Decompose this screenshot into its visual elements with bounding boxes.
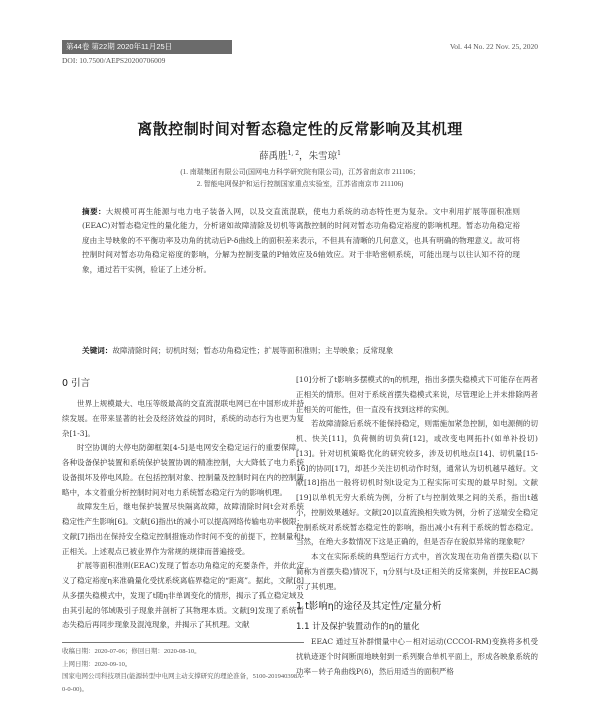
author-affiliation-mark: 1, 2 <box>287 149 300 157</box>
journal-issue-label: 第44卷 第22期 2020年11月25日 <box>66 42 173 51</box>
body-paragraph: 时空协调的大停电防御框架[4-5]是电网安全稳定运行的重要保障。各种设备保护装置和系统保护装置协调的精准控制，大大降低了电力系统设备损坏及停电风险。在包括控制对象、控制量及控制时间在内的控制策略中，本文着重分析控制时间对电力系统暂态稳定行为的影响机理。 <box>62 443 304 497</box>
author-name: 薛禹胜 <box>259 151 288 162</box>
paper-title: 离散控制时间对暂态稳定性的反常影响及其机理 <box>137 120 463 138</box>
author-affiliation-mark: 1 <box>337 149 341 157</box>
body-paragraph: 若故障清除后系统不能保持稳定，则需施加紧急控制，如电源侧的切机、快关[11]，负荷侧的切负荷[12]，或改变电网拓扑(如单补投切)[13]。针对切机策略优化的研究较多，涉及切机地点[14]、切机量[15-16]的协同[17]，却甚少关注切机动作时刻，通常认为切机越早越好。文献[18]指出一般将切机时刻t设定为工程实际可实现的最早时刻。文献[19]以单机无穷大系统为例，分析了t与控制效果之间的关系，指出t越小，控制效果越好。文献[20]以直流换相失败为例，分析了送端安全稳定控制系统对系统暂态稳定性的影响，指出减小t有利于系统的暂态稳定。当然，在绝大多数情况下这是正确的，但是否存在貌似异常的现象呢？ <box>296 419 538 547</box>
affiliation-line: 2. 智能电网保护和运行控制国家重点实验室，江苏省南京市 211106) <box>196 180 404 188</box>
journal-volume-label: Vol. 44 No. 22 Nov. 25, 2020 <box>449 42 538 51</box>
right-column <box>296 373 538 680</box>
abstract-text: 大规模可再生能源与电力电子装备入网，以及交直流混联，使电力系统的动态特性更为复杂。文中利用扩展等面积准则(EEAC)对暂态稳定性的量化能力，分析诸如故障清除及切机等离散控制的时间对暂态功角稳定裕度的影响机理。暂态功角稳定裕度由主导映象的不平衡功率及功角的扰动后P-δ曲线上的面积差来表示，不但具有清晰的几何意义，也具有明确的物理意义。故可将控制时间对暂态功角稳定裕度的影响，分解为控制变量的P轴效应及δ轴效应。对于非哈密顿系统，可能出现与以往认知不符的现象，通过若干实例，验证了上述分析。 <box>82 207 521 274</box>
section-heading: 1 t影响η的途径及其定性/定量分析 <box>296 601 442 613</box>
footnote-line: 收稿日期：2020-07-06；修回日期：2020-08-10。 <box>62 648 201 655</box>
author-name: 朱雪琼 <box>308 151 338 162</box>
keywords-text: 故障清除时间；切机时刻；暂态功角稳定性；扩展等面积准则；主导映象；反常现象 <box>112 346 394 355</box>
keywords <box>82 344 520 358</box>
doi-label[interactable]: DOI: 10.7500/AEPS20200706009 <box>62 56 166 65</box>
subsection-heading: 1.1 计及保护装置动作的η的量化 <box>296 622 420 633</box>
abstract-label: 摘要： <box>82 207 106 216</box>
footnote <box>62 646 304 696</box>
footnote-line: 国家电网公司科技项目(能源转型中电网主动支撑研究的理论准备，5100-201940398A-0-0-00)。 <box>62 673 304 693</box>
affiliation-line: (1. 南瑞集团有限公司(国网电力科学研究院有限公司)，江苏省南京市 211106； <box>180 168 420 176</box>
keywords-label: 关键词： <box>82 346 113 355</box>
left-column <box>62 373 304 633</box>
body-paragraph: 故障发生后，继电保护装置尽快隔离故障，故障清除时间t会对系统稳定性产生影响[6]。文献[6]指出t的减小可以提高网络传输电功率极限；文献[7]指出在保持安全稳定控制措施动作时间不变的前提下，控制量和t正相关。上述观点已被业界作为常规的规律而普遍接受。 <box>62 502 304 556</box>
author-separator: ， <box>299 151 309 162</box>
journal-header-band <box>62 40 232 54</box>
section-heading: 0 引言 <box>62 378 91 389</box>
body-paragraph: 世界上规模最大、电压等级最高的交直流混联电网已在中国形成并持续发展。在带来显著的社会及经济效益的同时，系统的动态行为也更为复杂[1-3]。 <box>62 399 304 438</box>
footnote-line: 上网日期：2020-09-10。 <box>62 660 132 668</box>
body-paragraph: [10]分析了t影响多摆模式的η的机理，指出多摆失稳模式下可能存在两者正相关的情形。但对于系统首摆失稳模式来说，尽管理论上并未排除两者正相关的可能性，但一直没有找到这样的实例。 <box>296 375 538 414</box>
body-paragraph: 本文在实际系统的典型运行方式中，首次发现在功角首摆失稳(以下简称为首摆失稳)情况下，η分别与t及t正相关的反常案例，并按EEAC揭示了其机理。 <box>296 552 538 591</box>
footnote-divider <box>62 642 304 643</box>
author-line <box>62 148 538 162</box>
body-paragraph: EEAC 通过互补群惯量中心－相对运动(CCCOI-RM)变换将多机受扰轨迹逐个时间断面地映射到一系列聚合单机平面上，形成各映象系统的功率－转子角曲线P(δ)，然后用适当的面积严格 <box>296 637 538 676</box>
abstract <box>82 205 520 277</box>
body-paragraph: 扩展等面积准则(EEAC)发现了暂态功角稳定的充要条件，并依此定义了稳定裕度η来准确量化受扰系统离临界稳定的“距离”。据此，文献[8]从多摆失稳模式中，发现了t随η非单调变化的情形，揭示了孤立稳定域及由其引起的邻域吸引子现象并剖析了其物理本质。文献[9]发现了系统暂态失稳后再同步现象及混沌现象，并揭示了其机理。文献 <box>62 561 304 630</box>
